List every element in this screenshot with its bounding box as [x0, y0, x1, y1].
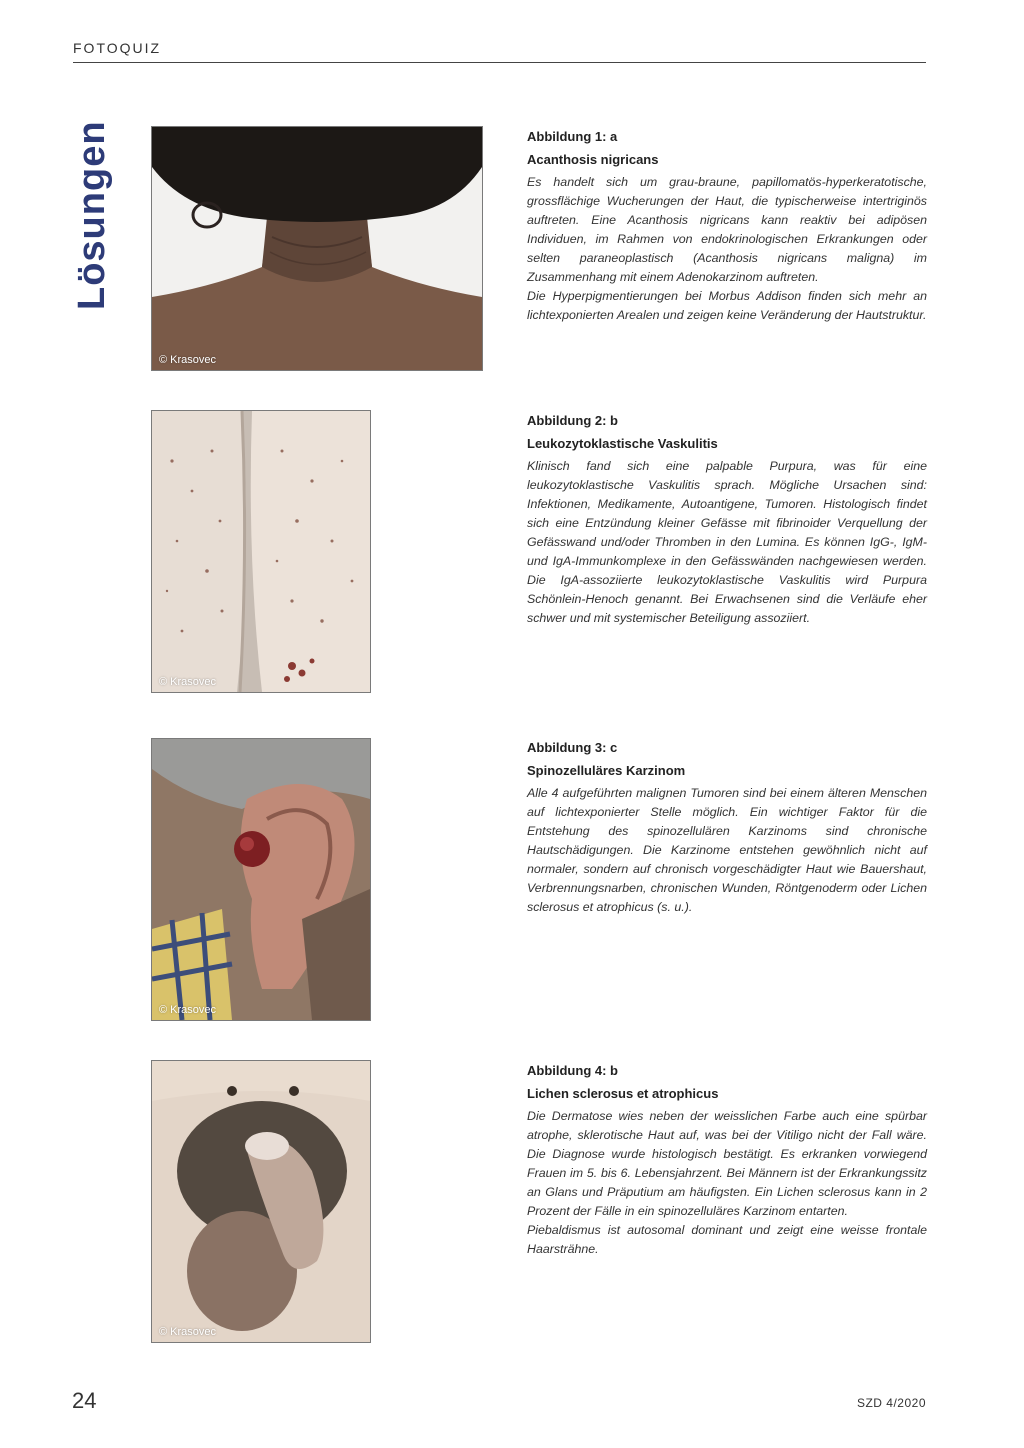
header-rule — [73, 62, 926, 63]
figure-2-caption — [527, 412, 927, 628]
figure-title: Acanthosis nigricans — [527, 152, 659, 167]
figure-4-caption — [527, 1062, 927, 1259]
figure-label: Abbildung 2: b — [527, 413, 618, 428]
figure-paragraph: Alle 4 aufgeführten malignen Tumoren sind bei einem älteren Menschen auf lichtexponierter Stelle möglich. Ein wichtiger Faktor für die Entstehung des spinozellulären Karzinoms sind chronische Hautschädigungen. Die Karzinome entstehen gewöhnlich nicht auf normaler, sondern auf chronisch vorgeschädigter Haut wie Bauershaut, Verbrennungsnarben, chronischen Wunden, Röntgenoderm oder Lichen sclerosus et atrophicus (s. u.). — [527, 786, 927, 914]
figure-title: Spinozelluläres Karzinom — [527, 763, 686, 778]
figure-4-photo — [151, 1060, 371, 1343]
issue-label: SZD 4/2020 — [856, 1396, 926, 1410]
figure-text — [527, 457, 927, 628]
figure-1-caption — [527, 128, 927, 325]
photo-credit: © Krasovec — [159, 354, 217, 366]
figure-text — [527, 784, 927, 917]
figure-paragraph: Klinisch fand sich eine palpable Purpura, was für eine leukozytoklastische Vaskulitis sprach. Mögliche Ursachen sind: Infektionen, Medikamente, Autoantigene, Tumoren. Histologisch findet sich eine Entzündung kleiner Gefässe mit fibrinoider Verquellung der Gefässwand und/oder Thromben in den Lumina. Es können IgG-, IgM- und IgA-Immunkomplexe in den Gefässwänden nachgewiesen werden. Die IgA-assoziierte leukozytoklastische Vaskulitis wird Purpura Schönlein-Henoch genannt. Bei Erwachsenen sind die Verläufe eher schwer und mit systemischer Beteiligung assoziiert. — [527, 459, 927, 625]
photo-credit: © Krasovec — [159, 1004, 217, 1016]
figure-3-caption — [527, 739, 927, 917]
section-kicker: FOTOQUIZ — [73, 40, 162, 56]
figure-title: Leukozytoklastische Vaskulitis — [527, 436, 718, 451]
figure-3-photo — [151, 738, 371, 1021]
page-header — [73, 38, 926, 63]
figure-paragraph: Es handelt sich um grau-braune, papillomatös-hyperkeratotische, grossflächige Wucherungen der Haut, die typischerweise intertriginös auftreten. Eine Acanthosis nigricans kann reaktiv bei adipösen Individuen, im Rahmen von endokrinologischen Erkrankungen oder selten paraneoplastisch (Acanthosis nigricans maligna) im Zusammenhang mit einem Adenokarzinom auftreten. — [527, 175, 927, 284]
photo-credit: © Krasovec — [159, 1326, 217, 1338]
figure-1-photo — [151, 126, 483, 371]
figure-paragraph: Die Hyperpigmentierungen bei Morbus Addison finden sich mehr an lichtexponierten Arealen und zeigen keine Veränderung der Hautstruktur. — [527, 289, 927, 322]
figure-label: Abbildung 1: a — [527, 129, 618, 144]
figure-paragraph: Die Dermatose wies neben der weisslichen Farbe auch eine spürbar atrophe, sklerotische Haut auf, was bei der Vitiligo nicht der Fall wäre. Die Diagnose wurde histologisch bestätigt. Es erkranken vorwiegend Frauen im 5. bis 6. Lebensjahrzent. Bei Männern ist der Erkrankungssitz an Glans und Präputium am häufigsten. Ein Lichen sclerosus kann in 2 Prozent der Fälle in ein spinozelluläres Karzinom entarten. — [527, 1109, 927, 1218]
photo-credit: © Krasovec — [159, 676, 217, 688]
figure-text — [527, 1107, 927, 1259]
figure-label: Abbildung 4: b — [527, 1063, 618, 1078]
figure-text — [527, 173, 927, 325]
page-number: 24 — [72, 1388, 97, 1413]
figure-label: Abbildung 3: c — [527, 740, 618, 755]
figure-paragraph: Piebaldismus ist autosomal dominant und zeigt eine weisse frontale Haarsträhne. — [527, 1223, 927, 1256]
figure-2-photo — [151, 410, 371, 693]
side-title: Lösungen — [71, 120, 113, 310]
figure-title: Lichen sclerosus et atrophicus — [527, 1086, 719, 1101]
